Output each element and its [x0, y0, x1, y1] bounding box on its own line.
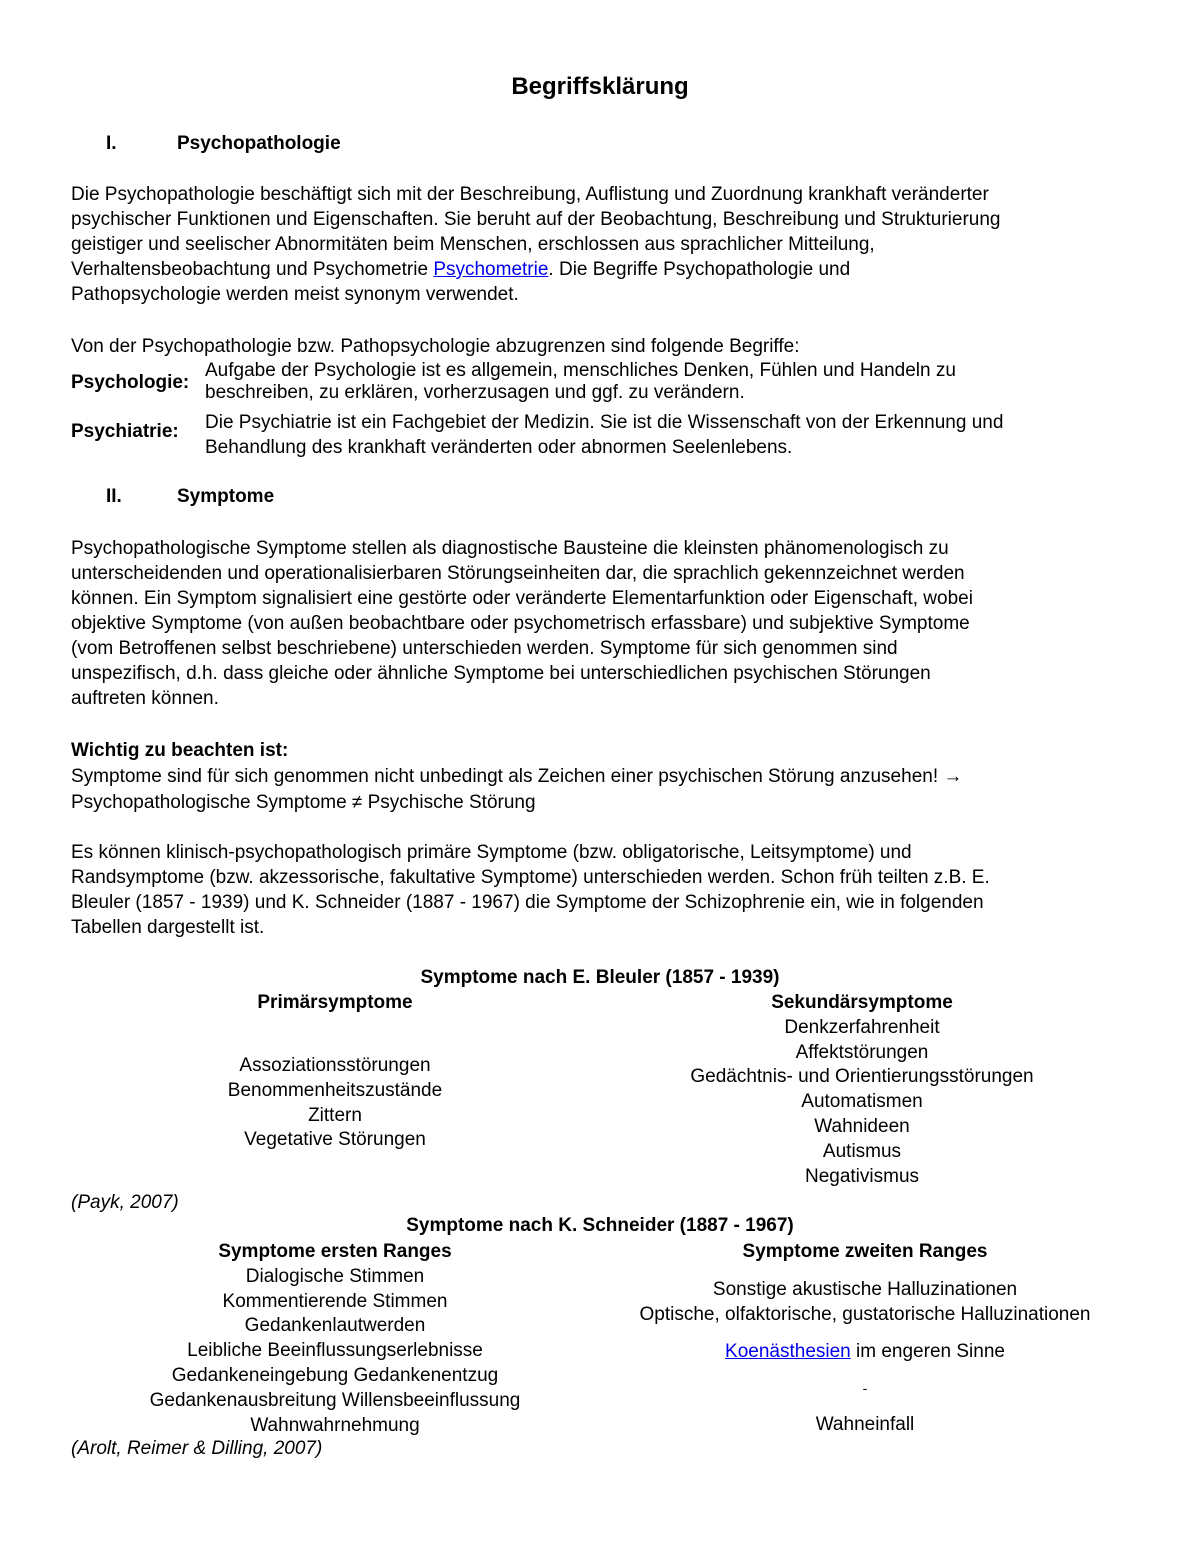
text-line: Psychopathologische Symptome stellen als diagnostische Bausteine die kleinsten phänomenologisch zu — [71, 538, 949, 559]
text-line: Randsymptome (bzw. akzessorische, fakultative Symptome) unterschieden werden. Schon früh teilten z.B. E. — [71, 867, 990, 888]
text-line: (vom Betroffenen selbst beschriebene) unterschieden werden. Symptome für sich genommen sind — [71, 638, 898, 659]
list-item: Dialogische Stimmen — [245, 1265, 425, 1287]
list-item: Gedankeneingebung Gedankenentzug — [171, 1364, 499, 1386]
text-line: Die Psychopathologie beschäftigt sich mit der Beschreibung, Auflistung und Zuordnung krankhaft veränderter — [71, 184, 989, 205]
list-item: Kommentierende Stimmen — [222, 1290, 448, 1312]
text-line: Psychopathologische Symptome ≠ Psychische Störung — [71, 792, 536, 813]
list-item: Automatismen — [801, 1091, 923, 1113]
bleuler-table-title: Symptome nach E. Bleuler (1857 - 1939) — [420, 967, 780, 988]
schneider-second-rank-list — [600, 1278, 1130, 1328]
list-item: Affektstörungen — [795, 1041, 929, 1063]
list-item: Wahneinfall — [815, 1414, 915, 1435]
text-line: objektive Symptome (von außen beobachtbare oder psychometrisch erfassbare) und subjektive Symptome — [71, 613, 970, 634]
text-segment: Verhaltensbeobachtung und Psychometrie — [71, 259, 434, 280]
text-line: unspezifisch, d.h. dass gleiche oder ähnliche Symptome bei unterschiedlichen psychischen Störungen — [71, 663, 931, 684]
list-item: Optische, olfaktorische, gustatorische Halluzinationen — [639, 1303, 1091, 1325]
text-line: Tabellen dargestellt ist. — [71, 917, 265, 938]
definition-psychologie — [205, 360, 956, 404]
text-line: unterscheidenden und operationalisierbaren Störungseinheiten dar, die sprachlich gekennzeichnet werden — [71, 563, 965, 584]
text-line: Bleuler (1857 - 1939) und K. Schneider (1887 - 1967) die Symptome der Schizophrenie ein, wie in folgenden — [71, 892, 984, 913]
list-item: Negativismus — [804, 1165, 920, 1187]
text-line: Pathopsychologie werden meist synonym verwendet. — [71, 284, 519, 305]
list-item: Assoziationsstörungen — [239, 1055, 431, 1076]
list-item: Leibliche Beeinflussungserlebnisse — [187, 1340, 483, 1362]
text-line — [71, 257, 1141, 282]
schneider-first-rank-column — [105, 1240, 565, 1438]
text-line: geistiger und seelischer Abnormitäten beim Menschen, erschlossen aus sprachlicher Mitteilung, — [71, 234, 875, 255]
text-line: auftreten können. — [71, 688, 219, 709]
list-item: Wahnideen — [814, 1115, 910, 1137]
bleuler-primary-list — [105, 1054, 565, 1153]
text-segment: im engeren Sinne — [850, 1341, 1005, 1362]
schneider-second-rank-koenaesthesien — [600, 1340, 1130, 1365]
symptome-paragraph — [71, 536, 1141, 711]
important-note — [71, 738, 1141, 816]
schneider-second-rank-header-wrap — [600, 1240, 1130, 1265]
list-item: - — [862, 1380, 868, 1396]
term-psychiatrie: Psychiatrie: — [71, 421, 179, 442]
list-item: Benommenheitszustände — [227, 1079, 443, 1101]
page-title: Begriffsklärung — [511, 73, 689, 100]
text-line: psychischer Funktionen und Eigenschaften. Sie beruht auf der Beobachtung, Beschreibung und Strukturierung — [71, 209, 1001, 230]
section-1-heading: Psychopathologie — [177, 133, 341, 154]
koenaesthesien-link[interactable]: Koenästhesien — [725, 1341, 851, 1362]
schneider-citation: (Arolt, Reimer & Dilling, 2007) — [71, 1438, 323, 1459]
psychometrie-link[interactable]: Psychometrie — [433, 259, 549, 280]
definition-psychiatrie — [205, 410, 1003, 460]
bleuler-citation: (Payk, 2007) — [71, 1192, 179, 1213]
text-line: Symptome sind für sich genommen nicht unbedingt als Zeichen einer psychischen Störung anzusehen! → — [71, 766, 963, 787]
text-line: Aufgabe der Psychologie ist es allgemein, menschliches Denken, Fühlen und Handeln zu — [205, 360, 956, 381]
bleuler-primary-column — [105, 991, 565, 1016]
text-line: Behandlung des krankhaft veränderten oder abnormen Seelenlebens. — [205, 437, 793, 458]
list-item: Gedankenlautwerden — [244, 1315, 426, 1337]
list-item: Autismus — [822, 1140, 902, 1162]
section-2-number: II. — [106, 486, 122, 507]
term-psychologie: Psychologie: — [71, 372, 190, 393]
text-segment: . Die Begriffe Psychopathologie und — [548, 259, 851, 280]
section-2-heading: Symptome — [177, 486, 275, 507]
schneider-first-rank-header: Symptome ersten Ranges — [218, 1241, 452, 1262]
important-label: Wichtig zu beachten ist: — [71, 740, 289, 761]
schizophrenie-paragraph — [71, 840, 1141, 940]
list-item: Zittern — [308, 1104, 362, 1126]
psychopathologie-paragraph — [71, 182, 1141, 307]
bleuler-secondary-header: Sekundärsymptome — [771, 992, 953, 1013]
abgrenzung-intro — [71, 334, 1141, 359]
text-line: Die Psychiatrie ist ein Fachgebiet der Medizin. Sie ist die Wissenschaft von der Erkennung und — [205, 412, 1004, 433]
schneider-table-title: Symptome nach K. Schneider (1887 - 1967) — [406, 1215, 794, 1236]
text-line: Von der Psychopathologie bzw. Pathopsychologie abzugrenzen sind folgende Begriffe: — [71, 336, 800, 357]
text-line: können. Ein Symptom signalisiert eine gestörte oder veränderte Elementarfunktion oder Eigenschaft, wobei — [71, 588, 973, 609]
list-item: Denkzerfahrenheit — [784, 1016, 940, 1038]
section-1-number: I. — [106, 133, 117, 154]
list-item: Wahnwahrnehmung — [250, 1414, 420, 1436]
schneider-second-rank-dash — [600, 1376, 1130, 1401]
schneider-second-rank-header: Symptome zweiten Ranges — [742, 1241, 988, 1262]
bleuler-primary-header: Primärsymptome — [257, 992, 413, 1013]
list-item — [600, 1340, 1130, 1365]
list-item: Gedächtnis- und Orientierungsstörungen — [690, 1066, 1034, 1088]
text-line: beschreiben, zu erklären, vorherzusagen und ggf. zu verändern. — [205, 382, 745, 403]
schneider-second-rank-wahneinfall — [600, 1413, 1130, 1438]
list-item: Sonstige akustische Halluzinationen — [712, 1279, 1018, 1300]
list-item: Vegetative Störungen — [244, 1129, 426, 1151]
bleuler-secondary-column — [612, 991, 1112, 1189]
text-line: Es können klinisch-psychopathologisch primäre Symptome (bzw. obligatorische, Leitsymptome) und — [71, 842, 912, 863]
list-item: Gedankenausbreitung Willensbeeinflussung — [149, 1389, 521, 1411]
